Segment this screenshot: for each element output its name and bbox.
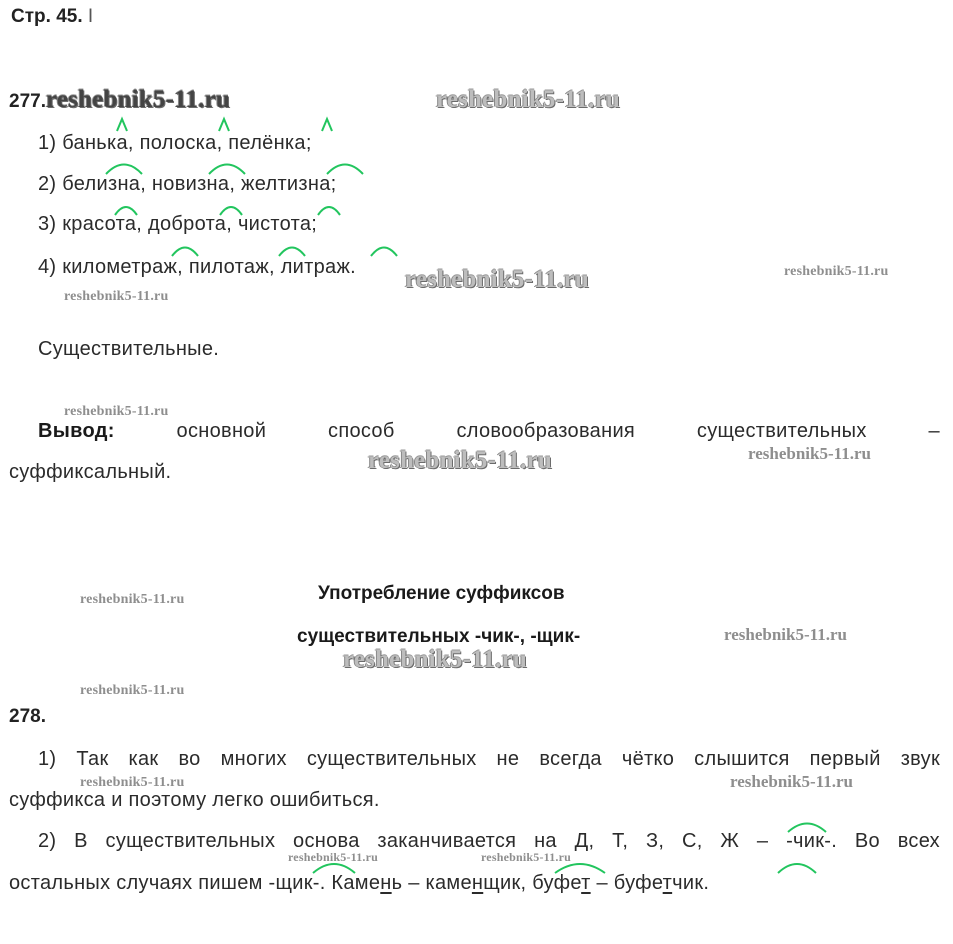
watermark: reshebnik5-11.ru bbox=[80, 683, 185, 698]
watermark: reshebnik5-11.ru bbox=[64, 404, 169, 419]
watermark: reshebnik5-11.ru bbox=[64, 289, 169, 304]
ex278-p1-line-2: суффикса и поэтому легко ошибиться. bbox=[9, 789, 380, 811]
suffix-arc-mark bbox=[172, 248, 198, 257]
conclusion-label: Вывод: bbox=[38, 420, 115, 442]
suffix-arc-mark bbox=[220, 207, 242, 215]
conclusion-word: основной bbox=[176, 420, 267, 442]
ex278-p2-line-1: 2) В существительных основа заканчивается на Д, Т, З, С, Ж – -чик-. Во всех bbox=[38, 830, 940, 852]
suffix-arc-mark bbox=[209, 165, 245, 175]
ex277-line-4: 4) километраж, пилотаж, литраж. bbox=[38, 256, 357, 278]
conclusion-word: – bbox=[928, 420, 940, 442]
watermark: reshebnik5-11.ru bbox=[80, 775, 185, 790]
watermark: reshebnik5-11.ru bbox=[405, 266, 590, 293]
watermark: reshebnik5-11.ru bbox=[481, 850, 571, 864]
suffix-arc-mark bbox=[788, 824, 826, 833]
text-segment: остальных случаях пишем -щик-. Каме bbox=[9, 872, 381, 894]
watermark: reshebnik5-11.ru bbox=[784, 264, 889, 279]
ex277-line-2: 2) белизна, новизна, желтизна; bbox=[38, 173, 337, 195]
exercise-278-number: 278. bbox=[9, 706, 46, 727]
watermark: reshebnik5-11.ru bbox=[288, 850, 378, 864]
section-title-line-2: существительных -чик-, -щик- bbox=[297, 626, 581, 647]
watermark: reshebnik5-11.ru bbox=[724, 625, 847, 644]
watermark: reshebnik5-11.ru bbox=[45, 86, 231, 113]
watermark: reshebnik5-11.ru bbox=[436, 86, 621, 113]
underlined-letter: н bbox=[380, 872, 392, 894]
suffix-arc-mark bbox=[778, 864, 816, 873]
suffix-arc-mark bbox=[219, 119, 229, 131]
suffix-arc-mark bbox=[327, 165, 363, 175]
exercise-number: 277. bbox=[9, 91, 46, 112]
watermark: reshebnik5-11.ru bbox=[730, 772, 853, 791]
underlined-letter: т bbox=[581, 872, 591, 894]
watermark: reshebnik5-11.ru bbox=[80, 592, 185, 607]
underlined-letter: т bbox=[662, 872, 673, 894]
suffix-arc-mark bbox=[318, 207, 340, 215]
suffix-arc-mark bbox=[106, 165, 142, 175]
ex277-line-1: 1) банька, полоска, пелёнка; bbox=[38, 132, 312, 154]
text-cursor: I bbox=[87, 6, 94, 27]
watermark: reshebnik5-11.ru bbox=[368, 447, 553, 474]
ex278-p1-line-1: 1) Так как во многих существительных не всегда чётко слышится первый звук bbox=[38, 748, 940, 770]
conclusion-word: способ bbox=[328, 420, 395, 442]
suffix-arc-mark bbox=[555, 864, 605, 873]
text-segment: – буфе bbox=[590, 872, 663, 894]
watermark: reshebnik5-11.ru bbox=[343, 646, 528, 673]
suffix-arc-mark bbox=[371, 248, 397, 257]
watermark: reshebnik5-11.ru bbox=[748, 444, 871, 463]
suffix-arc-mark bbox=[117, 119, 127, 131]
text-segment: щик, буфе bbox=[483, 872, 582, 894]
suffix-arc-mark bbox=[322, 119, 332, 131]
page-number: Стр. 45. bbox=[11, 6, 83, 27]
suffix-arc-mark bbox=[279, 248, 305, 257]
conclusion-word: словообразования bbox=[456, 420, 636, 442]
ex277-answer: Существительные. bbox=[38, 338, 220, 360]
section-title-line-1: Употребление суффиксов bbox=[318, 583, 565, 604]
ex277-conclusion-end: суффиксальный. bbox=[9, 461, 172, 483]
underlined-letter: н bbox=[471, 872, 484, 894]
text-segment: ь – каме bbox=[391, 872, 472, 894]
ex277-line-3: 3) красота, доброта, чистота; bbox=[38, 213, 318, 235]
suffix-arc-mark bbox=[313, 864, 355, 873]
suffix-arc-mark bbox=[115, 207, 137, 215]
text-segment: чик. bbox=[672, 872, 710, 894]
conclusion-word: существительных bbox=[696, 420, 867, 442]
